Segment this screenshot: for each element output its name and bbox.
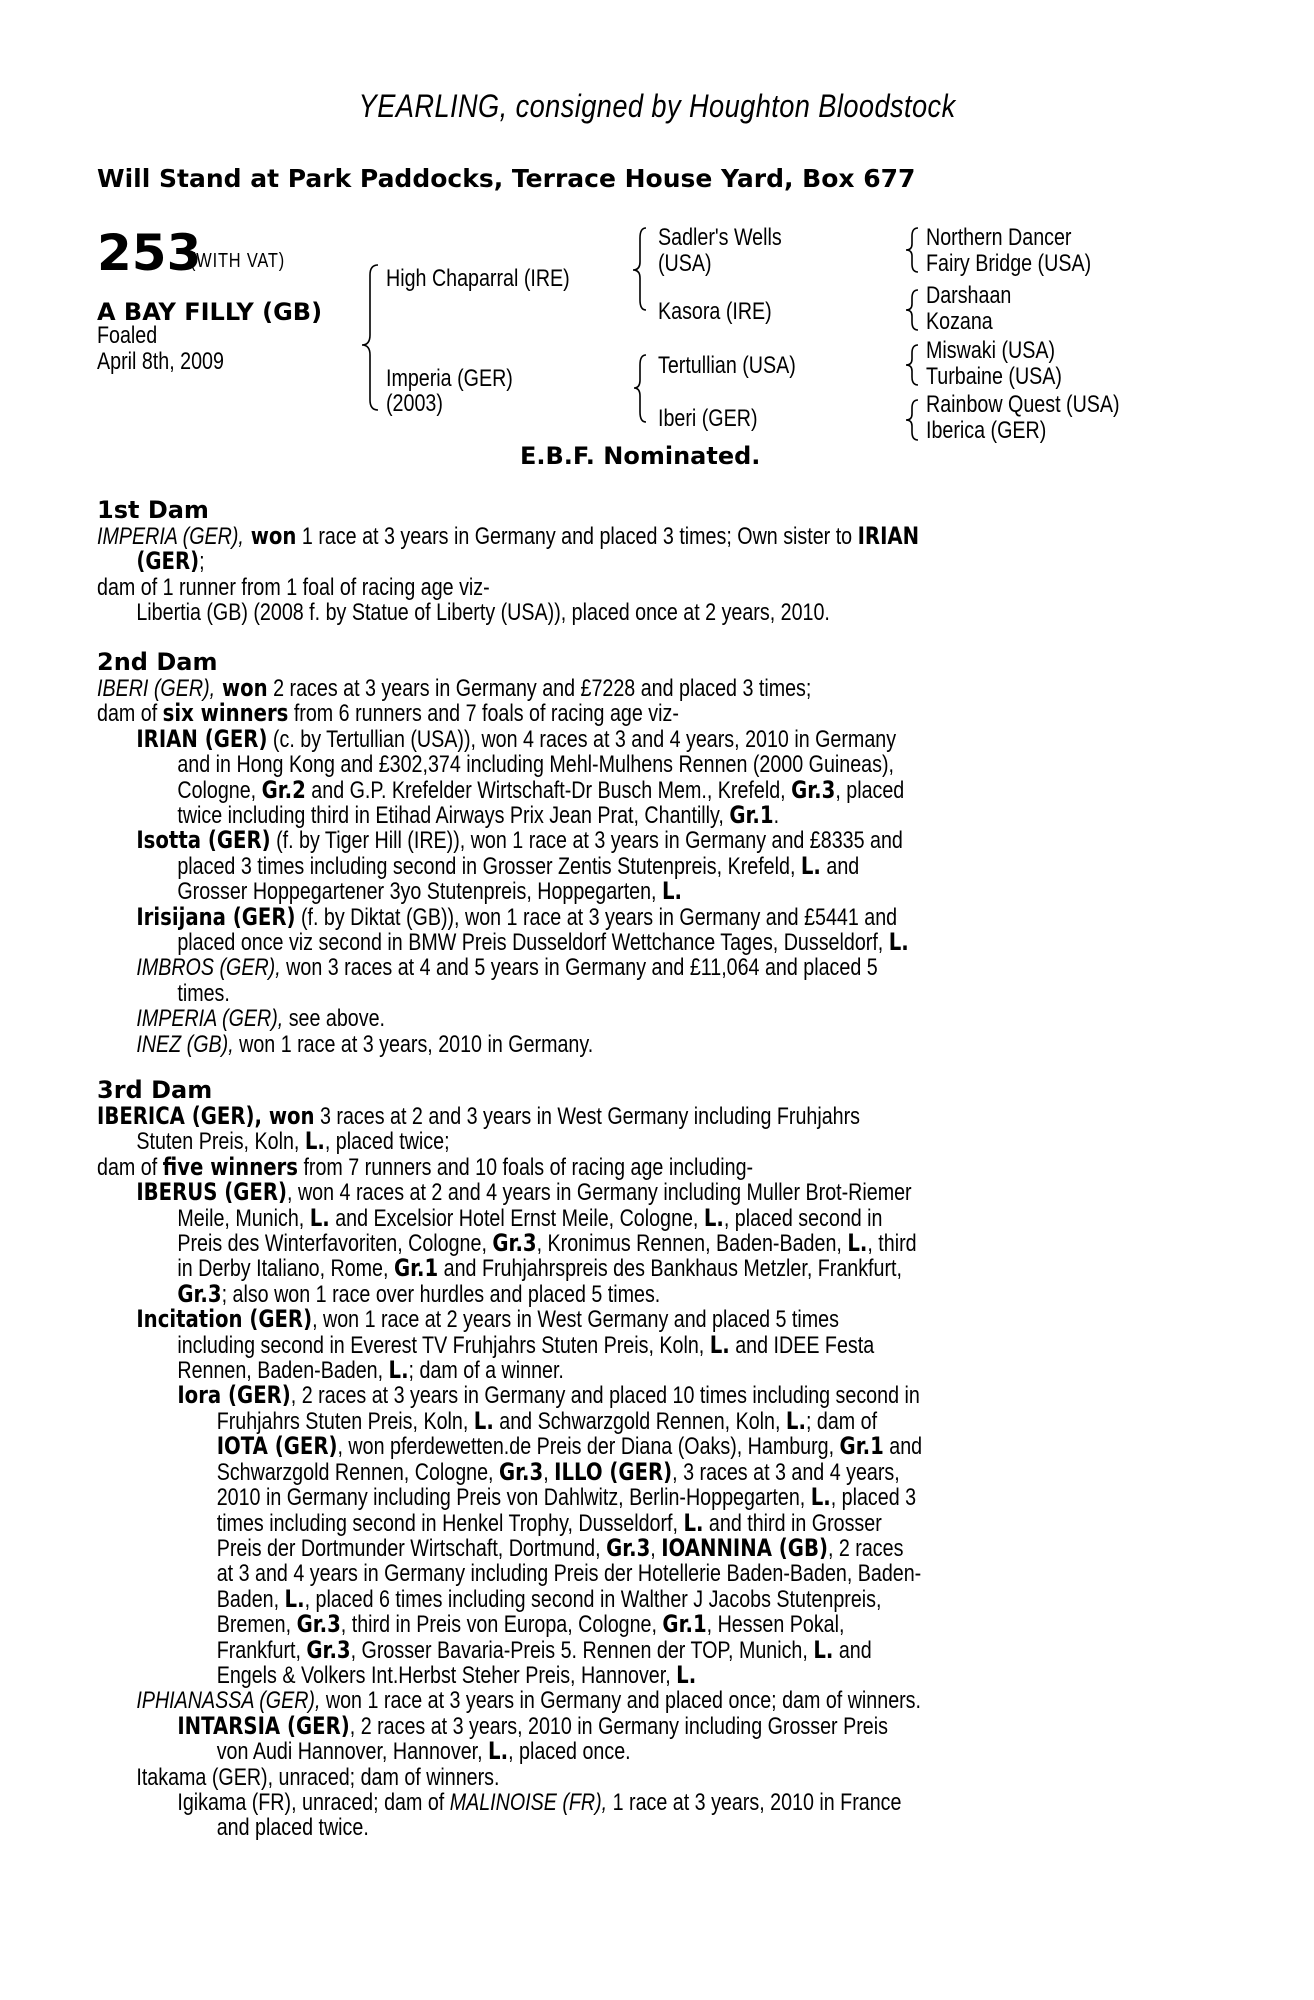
- dam-dam: Iberi (GER): [658, 405, 758, 432]
- ebf-note: E.B.F. Nominated.: [520, 442, 761, 470]
- text-run: IRIAN: [857, 522, 920, 550]
- ancestor-2: Fairy Bridge (USA): [926, 250, 1092, 277]
- text-run: from 7 runners and 10 foals of racing age including-: [297, 1153, 754, 1181]
- text-line: [97, 1711, 1015, 1740]
- text-run: L.: [676, 1660, 697, 1689]
- text-line: and in Hong Kong and £302,374 including Mehl-Mulhens Rennen (2000 Guineas),: [177, 751, 894, 779]
- text-run: ; dam of a winner.: [408, 1357, 564, 1385]
- text-line: at 3 and 4 years in Germany including Preis der Hotellerie Baden-Baden, Baden-: [216, 1560, 922, 1588]
- text-line: [97, 1739, 1015, 1764]
- text-run: ; also won 1 race over hurdles and placed 5 times.: [221, 1280, 661, 1308]
- text-run: Engels & Volkers Int.Herbst Steher Preis, Hannover,: [216, 1661, 677, 1689]
- text-run: dam of: [97, 1153, 163, 1181]
- text-run: Preis des Winterfavoriten, Cologne,: [177, 1230, 493, 1258]
- text-run: IRIAN (GER): [136, 724, 268, 753]
- text-line: [97, 1180, 1015, 1205]
- text-run: Grosser Hoppegartener 3yo Stutenpreis, Hoppegarten,: [177, 878, 662, 906]
- text-run: Gr.3: [606, 1533, 651, 1562]
- text-run: Stuten Preis, Koln,: [136, 1128, 305, 1156]
- text-run: Frankfurt,: [216, 1636, 307, 1664]
- text-run: Gr.2: [261, 775, 306, 804]
- text-run: Iora (GER): [177, 1381, 291, 1410]
- sire-sire-country: (USA): [658, 250, 712, 277]
- text-run: , placed once.: [508, 1738, 631, 1766]
- ancestor-3: Darshaan: [926, 282, 1012, 309]
- foaled-date: April 8th, 2009: [97, 348, 224, 375]
- text-run: L.: [888, 928, 909, 957]
- text-run: IMPERIA (GER),: [97, 523, 244, 550]
- dam: Imperia (GER): [386, 365, 513, 392]
- text-line: [97, 676, 1015, 701]
- text-run: and: [883, 1433, 923, 1461]
- text-run: (f. by Tiger Hill (IRE)), won 1 race at 3 years in Germany and £8335 and: [270, 827, 903, 855]
- text-run: , won 1 race at 2 years in West Germany and placed 5 times: [312, 1306, 839, 1334]
- text-line: [97, 1584, 1015, 1613]
- text-run: ,: [543, 1458, 555, 1486]
- text-run: Gr.3: [492, 1229, 537, 1258]
- ancestor-6: Turbaine (USA): [926, 363, 1062, 390]
- text-line: dam of 1 runner from 1 foal of racing age viz-: [97, 573, 490, 601]
- text-run: and: [833, 1636, 872, 1664]
- text-run: L.: [284, 1584, 305, 1613]
- text-line: [97, 1790, 1015, 1815]
- text-run: IMBROS (GER),: [136, 954, 281, 982]
- text-line: Libertia (GB) (2008 f. by Statue of Liberty (USA)), placed once at 2 years, 2010.: [136, 599, 830, 627]
- text-line: [97, 1635, 1015, 1664]
- text-line: [97, 1032, 1015, 1057]
- text-run: six winners: [162, 699, 289, 728]
- text-run: and third in Grosser: [703, 1509, 882, 1537]
- text-run: (f. by Diktat (GB)), won 1 race at 3 years in Germany and £5441 and: [295, 903, 898, 931]
- text-run: L.: [810, 1483, 831, 1512]
- text-run: L.: [703, 1203, 724, 1232]
- text-line: [97, 803, 1015, 828]
- text-run: L.: [683, 1508, 704, 1537]
- text-line: [97, 724, 1015, 753]
- text-run: , won pferdewetten.de Preis der Diana (Oaks), Hamburg,: [337, 1433, 840, 1461]
- text-line: Itakama (GER), unraced; dam of winners.: [136, 1763, 500, 1791]
- text-run: (c. by Tertullian (USA)), won 4 races at 3 and 4 years, 2010 in Germany: [267, 725, 897, 753]
- text-run: , placed twice;: [324, 1128, 450, 1156]
- text-run: IPHIANASSA (GER),: [136, 1687, 321, 1715]
- ancestor-1: Northern Dancer: [926, 224, 1072, 251]
- ancestor-8: Iberica (GER): [926, 417, 1047, 444]
- text-run: , Grosser Bavaria-Preis 5. Rennen der TOP, Munich,: [350, 1636, 814, 1664]
- lot-number: 253: [97, 224, 202, 282]
- text-line: [97, 1129, 1015, 1154]
- text-line: [97, 1434, 1015, 1459]
- text-line: [97, 1279, 1015, 1308]
- text-run: , placed: [835, 776, 905, 804]
- text-run: 1 race at 3 years in Germany and placed 3 times; Own sister to: [296, 523, 858, 550]
- text-line: [97, 1612, 1015, 1637]
- text-run: 3 races at 2 and 3 years in West Germany including Fruhjahrs: [314, 1103, 861, 1130]
- text-run: L.: [488, 1737, 509, 1766]
- text-run: , Hessen Pokal,: [706, 1611, 845, 1639]
- dam-year: (2003): [386, 390, 443, 417]
- text-line: [97, 1330, 1015, 1359]
- text-line: [97, 1256, 1015, 1281]
- text-line: [97, 1508, 1015, 1537]
- text-run: , 2 races at 3 years in Germany and placed 10 times including second in: [290, 1382, 920, 1410]
- text-line: [97, 902, 1015, 931]
- text-run: , 2 races: [827, 1534, 904, 1562]
- text-run: times including second in Henkel Trophy, Dusseldorf,: [216, 1509, 684, 1537]
- text-run: Gr.1: [729, 801, 774, 830]
- text-run: , won 4 races at 2 and 4 years in Germany including Muller Brot-Riemer: [287, 1179, 912, 1207]
- text-run: IOTA (GER): [216, 1432, 338, 1461]
- text-run: ,: [650, 1534, 662, 1562]
- text-line: [97, 1457, 1015, 1486]
- section-title: 2nd Dam: [97, 648, 218, 676]
- text-run: ; dam of: [805, 1407, 878, 1435]
- first-dam-section: [97, 496, 1217, 626]
- text-run: L.: [473, 1406, 494, 1435]
- text-run: Gr.3: [498, 1457, 544, 1486]
- text-run: ILLO (GER): [554, 1457, 673, 1486]
- text-run: 1 race at 3 years, 2010 in France: [607, 1788, 902, 1816]
- text-run: 2010 in Germany including Preis von Dahlwitz, Berlin-Hoppegarten,: [216, 1484, 811, 1512]
- text-run: Gr.3: [177, 1279, 222, 1308]
- text-line: [97, 701, 1015, 726]
- text-run: L.: [785, 1406, 806, 1435]
- text-run: von Audi Hannover, Hannover,: [216, 1738, 489, 1766]
- text-run: IMPERIA (GER),: [136, 1005, 284, 1033]
- text-run: Baden,: [216, 1585, 285, 1613]
- text-run: placed once viz second in BMW Preis Dusseldorf Wettchance Tages, Dusseldorf,: [177, 929, 889, 957]
- text-run: IBERICA (GER),: [97, 1102, 262, 1130]
- text-line: [97, 930, 1015, 955]
- text-run: Isotta (GER): [136, 826, 271, 855]
- text-run: IOANNINA (GB): [661, 1533, 828, 1562]
- text-line: [97, 524, 1015, 549]
- text-line: [97, 1231, 1015, 1256]
- text-run: , third in Preis von Europa, Cologne,: [340, 1611, 663, 1639]
- ancestor-5: Miswaki (USA): [926, 337, 1056, 364]
- text-line: and placed twice.: [216, 1814, 369, 1842]
- text-run: L.: [304, 1127, 325, 1156]
- sire-sire: Sadler's Wells: [658, 224, 782, 251]
- text-run: Gr.1: [393, 1254, 439, 1283]
- text-run: L.: [800, 851, 821, 880]
- text-line: [97, 549, 1015, 574]
- text-line: [97, 1406, 1015, 1435]
- text-run: , third: [867, 1230, 917, 1258]
- text-run: and G.P. Krefelder Wirtschaft-Dr Busch Mem., Krefeld,: [305, 776, 792, 804]
- text-run: L.: [813, 1635, 834, 1664]
- text-run: won: [243, 522, 297, 550]
- sire-dam: Kasora (IRE): [658, 298, 772, 325]
- text-run: Cologne,: [177, 776, 262, 804]
- ancestor-7: Rainbow Quest (USA): [926, 391, 1120, 418]
- text-run: Bremen,: [216, 1611, 297, 1639]
- text-run: won 1 race at 3 years, 2010 in Germany.: [233, 1030, 594, 1058]
- text-run: and IDEE Festa: [729, 1331, 875, 1359]
- text-run: , 2 races at 3 years, 2010 in Germany including Grosser Preis: [349, 1712, 888, 1740]
- text-run: L.: [709, 1330, 730, 1359]
- text-run: placed 3 times including second in Grosser Zentis Stutenpreis, Krefeld,: [177, 852, 801, 880]
- text-line: [97, 1104, 1015, 1129]
- text-run: L.: [309, 1203, 330, 1232]
- text-run: five winners: [162, 1152, 298, 1181]
- text-run: (GER): [136, 547, 200, 576]
- text-run: including second in Everest TV Fruhjahrs Stuten Preis, Koln,: [177, 1331, 710, 1359]
- text-run: L.: [847, 1229, 868, 1258]
- text-run: and Fruhjahrspreis des Bankhaus Metzler, Frankfurt,: [438, 1255, 902, 1283]
- text-line: [97, 1358, 1015, 1383]
- text-line: [97, 1203, 1015, 1232]
- text-run: , placed second in: [723, 1204, 883, 1232]
- text-run: in Derby Italiano, Rome,: [177, 1255, 394, 1283]
- text-run: from 6 runners and 7 foals of racing age viz-: [288, 700, 679, 728]
- text-run: Schwarzgold Rennen, Cologne,: [216, 1458, 499, 1486]
- text-run: L.: [661, 877, 683, 906]
- text-run: 2 races at 3 years in Germany and £7228 and placed 3 times;: [267, 675, 812, 702]
- section-title: 3rd Dam: [97, 1076, 213, 1104]
- text-run: IBERI (GER),: [97, 675, 216, 702]
- dam-sire: Tertullian (USA): [658, 352, 796, 379]
- text-run: IBERUS (GER): [136, 1178, 288, 1207]
- text-run: ;: [199, 548, 205, 576]
- text-run: , placed 3: [830, 1484, 917, 1512]
- text-run: won: [215, 674, 268, 702]
- text-run: dam of: [97, 700, 163, 728]
- vat-note: (WITH VAT): [190, 250, 286, 272]
- text-line: [97, 955, 1015, 980]
- text-run: Gr.1: [662, 1610, 707, 1639]
- text-run: MALINOISE (FR),: [449, 1788, 608, 1816]
- text-run: Gr.3: [296, 1610, 341, 1639]
- text-run: Meile, Munich,: [177, 1204, 310, 1232]
- text-run: L.: [388, 1356, 409, 1385]
- text-run: Gr.3: [306, 1635, 351, 1664]
- text-run: Igikama (FR), unraced; dam of: [177, 1788, 450, 1816]
- text-line: [97, 1533, 1015, 1562]
- text-run: Preis der Dortmunder Wirtschaft, Dortmund,: [216, 1534, 607, 1562]
- text-run: won: [261, 1102, 315, 1130]
- foaled-label: Foaled: [97, 322, 158, 349]
- text-run: Irisijana (GER): [136, 902, 296, 931]
- text-run: , Kronimus Rennen, Baden-Baden,: [536, 1230, 848, 1258]
- text-line: [97, 1383, 1015, 1408]
- text-run: INEZ (GB),: [136, 1030, 234, 1058]
- text-line: [97, 879, 1015, 904]
- text-line: [97, 1307, 1015, 1332]
- horse-name: A BAY FILLY (GB): [97, 298, 323, 326]
- text-run: and: [820, 852, 860, 880]
- text-run: , placed 6 times including second in Walther J Jacobs Stutenpreis,: [304, 1585, 882, 1613]
- section-title: 1st Dam: [97, 496, 209, 524]
- text-run: see above.: [283, 1005, 385, 1033]
- text-run: Gr.3: [791, 775, 836, 804]
- text-run: and Schwarzgold Rennen, Koln,: [493, 1407, 786, 1435]
- text-run: Incitation (GER): [136, 1305, 313, 1334]
- text-line: [97, 1688, 1015, 1713]
- text-line: [97, 1660, 1015, 1689]
- text-run: , 3 races at 3 and 4 years,: [672, 1458, 900, 1486]
- third-dam-section: [97, 1076, 1217, 1841]
- text-run: and Excelsior Hotel Ernst Meile, Cologne,: [329, 1204, 704, 1232]
- text-line: times.: [177, 979, 230, 1007]
- second-dam-section: [97, 648, 1217, 1057]
- text-line: [97, 851, 1015, 880]
- text-run: .: [773, 802, 780, 830]
- text-run: won 3 races at 4 and 5 years in Germany and £11,064 and placed 5: [280, 954, 878, 982]
- text-run: twice including third in Etihad Airways Prix Jean Prat, Chantilly,: [177, 802, 730, 830]
- consigner-heading: YEARLING, consigned by Houghton Bloodstock: [358, 88, 956, 124]
- text-line: [97, 1152, 1015, 1181]
- ancestor-4: Kozana: [926, 308, 993, 335]
- text-run: won 1 race at 3 years in Germany and placed once; dam of winners.: [320, 1687, 921, 1715]
- text-line: [97, 1006, 1015, 1031]
- text-run: Fruhjahrs Stuten Preis, Koln,: [216, 1407, 474, 1435]
- text-run: Gr.1: [839, 1432, 884, 1461]
- text-line: [97, 775, 1015, 804]
- sire: High Chaparral (IRE): [386, 265, 570, 292]
- text-run: Rennen, Baden-Baden,: [177, 1357, 389, 1385]
- text-line: [97, 1485, 1015, 1510]
- text-line: [97, 828, 1015, 853]
- text-run: INTARSIA (GER): [177, 1711, 350, 1740]
- stand-location: Will Stand at Park Paddocks, Terrace House Yard, Box 677: [97, 164, 916, 193]
